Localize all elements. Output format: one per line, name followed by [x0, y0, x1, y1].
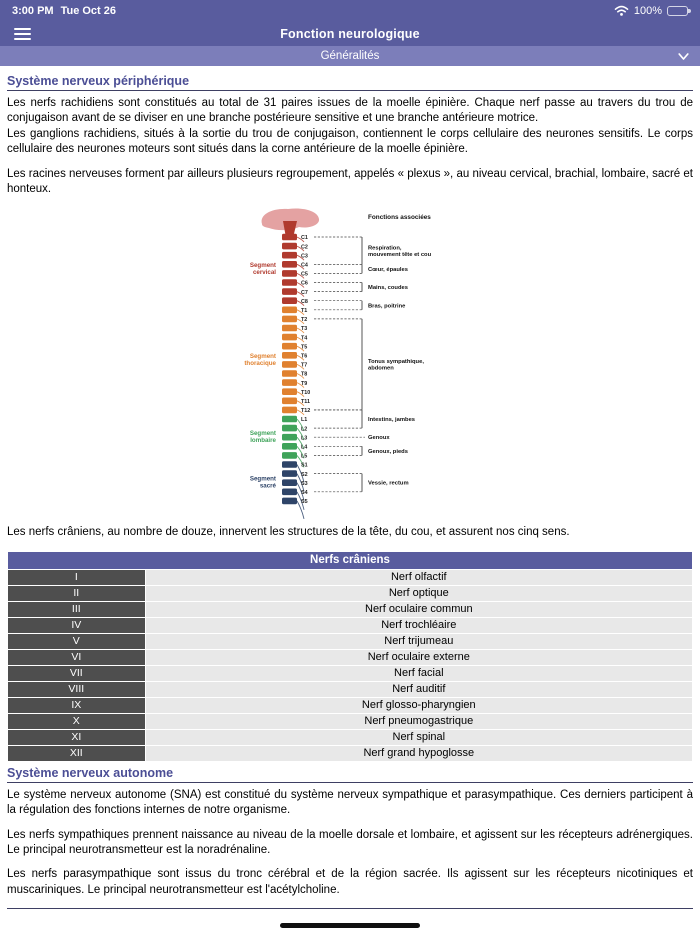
paragraph-nerfs-sympathiques: Les nerfs sympathiques prennent naissance au niveau de la moelle dorsale et lombaire, et agissent sur les récepteurs adrénergiques. Le principal neurotransmetteur est la noradrénaline.: [7, 828, 693, 857]
svg-text:T9: T9: [301, 381, 308, 388]
battery-percent: 100%: [633, 4, 662, 17]
paragraph-nerfs-rachidiens: Les nerfs rachidiens sont constitués au total de 31 paires issues de la moelle épinière. Chaque nerf passe au travers du trou de conjugaison avant de se diviser en une branche postérieure sensitive et une branche antérieure motrice.: [7, 97, 693, 125]
paragraph-sna: Le système nerveux autonome (SNA) est constitué du système nerveux sympathique et parasympathique. Ces derniers participent à la régulation des fonctions internes de notre organisme.: [7, 788, 693, 817]
table-row: [8, 570, 692, 585]
svg-text:S4: S4: [301, 490, 308, 497]
section-selector[interactable]: [0, 46, 700, 66]
nerve-name: Nerf oculaire externe: [146, 650, 692, 665]
nerve-name: Nerf pneumogastrique: [146, 714, 692, 729]
nerve-name: Nerf trochléaire: [146, 618, 692, 633]
nerve-number: II: [8, 586, 145, 601]
nerve-name: Nerf oculaire commun: [146, 602, 692, 617]
table-title: Nerfs crâniens: [8, 552, 692, 569]
svg-text:C2: C2: [301, 244, 308, 251]
nerve-number: III: [8, 602, 145, 617]
nerve-number: X: [8, 714, 145, 729]
table-row: [8, 602, 692, 617]
table-row: [8, 650, 692, 665]
svg-text:C7: C7: [301, 290, 308, 297]
table-row: [8, 714, 692, 729]
svg-text:Segmentthoracique: Segment thoracique: [244, 353, 276, 368]
nerve-number: IV: [8, 618, 145, 633]
table-row: [8, 730, 692, 745]
status-date: Tue Oct 26: [60, 4, 117, 17]
svg-text:Genoux, pieds: Genoux, pieds: [368, 449, 408, 456]
svg-text:Genoux: Genoux: [368, 435, 390, 442]
cranial-nerves-table: [7, 551, 693, 762]
nerve-number: V: [8, 634, 145, 649]
nerve-number: IX: [8, 698, 145, 713]
paragraph-nerfs-parasympathiques: Les nerfs parasympathique sont issus du tronc cérébral et de la région sacrée. Ils agissent sur les récepteurs nicotiniques et muscariniques. Le principal neurotransmetteur est l'acétylcholine.: [7, 868, 693, 896]
paragraph-ganglions-rachidiens: Les ganglions rachidiens, situés à la sortie du trou de conjugaison, contiennent le corps cellulaire des neurones sensitifs. Le corps cellulaire des neurones moteurs sont situés dans la corne antérieure de la moelle épinière.: [7, 127, 693, 156]
battery-icon: [667, 6, 688, 16]
svg-text:L3: L3: [301, 435, 308, 442]
svg-text:Tonus sympathique,abdomen: Tonus sympathique, abdomen: [368, 359, 424, 373]
svg-text:T3: T3: [301, 326, 308, 333]
status-left: [12, 5, 116, 17]
svg-text:Cœur, épaules: Cœur, épaules: [368, 267, 408, 274]
chevron-down-icon[interactable]: [677, 50, 690, 63]
paragraph-nerfs-craniens: Les nerfs crâniens, au nombre de douze, innervent les structures de la tête, du cou, et assurent nos cinq sens.: [7, 526, 570, 539]
nerve-number: VII: [8, 666, 145, 681]
svg-text:C6: C6: [301, 281, 308, 288]
nerve-number: XI: [8, 730, 145, 745]
nerve-number: VI: [8, 650, 145, 665]
svg-text:Segmentsacré: Segment sacré: [249, 476, 276, 491]
svg-text:Vessie, rectum: Vessie, rectum: [368, 481, 409, 488]
svg-text:T11: T11: [301, 399, 310, 406]
svg-text:Fonctions associées: Fonctions associées: [368, 214, 431, 222]
table-row: [8, 586, 692, 601]
section-selector-label: Généralités: [320, 50, 380, 62]
status-bar: [0, 0, 700, 21]
svg-text:T2: T2: [301, 317, 308, 324]
table-row: [8, 682, 692, 697]
nerve-number: VIII: [8, 682, 145, 697]
nerve-name: Nerf olfactif: [146, 570, 692, 585]
paragraph-racines-nerveuses: Les racines nerveuses forment par ailleurs plusieurs regroupement, appelés « plexus », au niveau cervical, brachial, lombaire, sacré et honteux.: [7, 167, 693, 196]
home-indicator[interactable]: [280, 923, 420, 928]
svg-text:Mains, coudes: Mains, coudes: [368, 285, 408, 292]
table-row: [8, 698, 692, 713]
svg-text:T4: T4: [301, 335, 308, 342]
svg-text:T8: T8: [301, 372, 308, 379]
menu-icon[interactable]: [14, 25, 31, 43]
table-row: [8, 666, 692, 681]
svg-text:T1: T1: [301, 308, 308, 315]
table-row: [8, 746, 692, 761]
svg-text:C4: C4: [301, 262, 308, 269]
status-right: [614, 5, 688, 17]
nerve-name: Nerf auditif: [146, 682, 692, 697]
nav-bar: [0, 21, 700, 46]
content-area: [0, 66, 700, 914]
section-divider: [7, 90, 693, 91]
svg-text:Intestins, jambes: Intestins, jambes: [368, 417, 416, 424]
nerve-name: Nerf facial: [146, 666, 692, 681]
nerve-name: Nerf spinal: [146, 730, 692, 745]
svg-text:L2: L2: [301, 426, 308, 433]
svg-text:S5: S5: [301, 499, 308, 506]
svg-text:Bras, poitrine: Bras, poitrine: [368, 303, 406, 310]
svg-text:T10: T10: [301, 390, 311, 397]
svg-text:L5: L5: [301, 454, 308, 461]
svg-text:L1: L1: [301, 417, 308, 424]
svg-text:T5: T5: [301, 344, 308, 351]
svg-text:C1: C1: [301, 235, 308, 242]
svg-text:L4: L4: [301, 444, 308, 451]
svg-text:Respiration,mouvement tête et: Respiration, mouvement tête et cou: [368, 245, 432, 259]
svg-text:S1: S1: [301, 463, 308, 470]
nerve-number: I: [8, 570, 145, 585]
svg-text:C8: C8: [301, 299, 308, 306]
heading-systeme-nerveux-autonome: Système nerveux autonome: [7, 765, 174, 780]
table-row: [8, 618, 692, 633]
svg-text:C3: C3: [301, 253, 308, 260]
svg-text:S2: S2: [301, 472, 308, 479]
nerve-name: Nerf optique: [146, 586, 692, 601]
svg-text:Segmentlombaire: Segment lombaire: [249, 430, 276, 445]
svg-text:T7: T7: [301, 363, 308, 370]
svg-text:T12: T12: [301, 408, 311, 415]
status-time: 3:00 PM: [12, 4, 54, 17]
svg-text:Segmentcervical: Segment cervical: [249, 262, 276, 277]
nerve-name: Nerf trijumeau: [146, 634, 692, 649]
bottom-divider: [7, 908, 693, 909]
svg-text:C5: C5: [301, 272, 308, 279]
spine-diagram: [7, 207, 693, 519]
nerve-name: Nerf grand hypoglosse: [146, 746, 692, 761]
nerve-name: Nerf glosso-pharyngien: [146, 698, 692, 713]
spine-diagram-svg: [234, 207, 466, 519]
wifi-icon: [614, 5, 629, 16]
heading-systeme-nerveux-peripherique: Système nerveux périphérique: [7, 74, 190, 88]
svg-text:T6: T6: [301, 353, 308, 360]
section-divider: [7, 782, 693, 783]
nerve-number: XII: [8, 746, 145, 761]
svg-text:S3: S3: [301, 481, 308, 488]
page-title: Fonction neurologique: [280, 26, 420, 41]
table-row: [8, 634, 692, 649]
